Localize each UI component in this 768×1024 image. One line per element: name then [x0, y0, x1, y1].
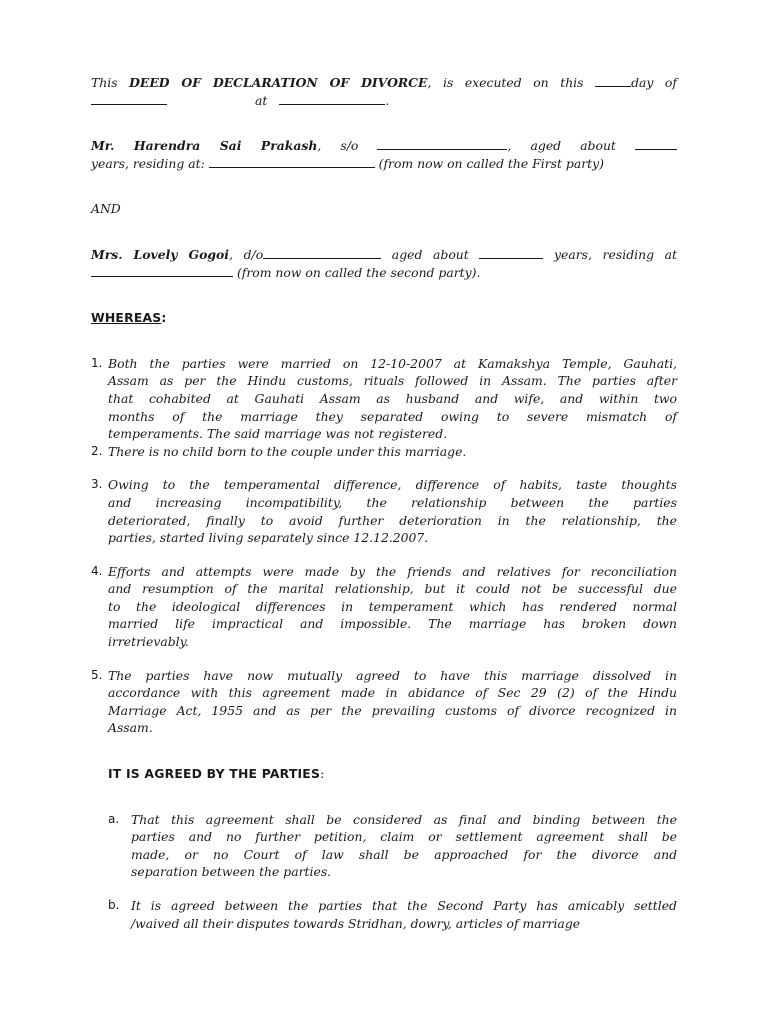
- agreed-heading: IT IS AGREED BY THE PARTIES: [108, 766, 321, 782]
- list-item-line: deteriorated, finally to avoid further deterioration in the relationship, the: [108, 512, 677, 528]
- list-item-line: parties and no further petition, claim or settlement agreement shall be: [131, 829, 677, 845]
- second-party-father-blank[interactable]: [263, 246, 381, 259]
- list-gap: [91, 651, 677, 667]
- first-party-age-blank[interactable]: [635, 137, 677, 150]
- list-item-line: that cohabited at Gauhati Assam as husband and wife, and within two: [108, 390, 677, 406]
- intro-paragraph: [91, 74, 677, 109]
- place-blank[interactable]: [279, 92, 385, 105]
- list-item-line: It is agreed between the parties that the Second Party has amicably settled: [131, 898, 677, 913]
- list-item-line: Both the parties were married on 12-10-2007 at Kamakshya Temple, Gauhati,: [108, 355, 677, 371]
- list-item: [91, 355, 677, 443]
- whereas-heading: WHEREAS: [91, 310, 162, 326]
- list-item: [91, 563, 677, 651]
- list-item-number: 2.: [91, 443, 103, 458]
- first-party-paragraph: [91, 137, 677, 172]
- list-item-line: months of the marriage they separated owing to severe mismatch of: [108, 408, 677, 424]
- list-item-line: Efforts and attempts were made by the friends and relatives for reconciliation: [108, 563, 677, 579]
- list-item-line: Owing to the temperamental difference, difference of habits, taste thoughts: [108, 477, 677, 493]
- list-item: [91, 811, 677, 881]
- list-gap: [91, 547, 677, 563]
- day-blank[interactable]: [595, 74, 631, 87]
- first-party-text: , aged about: [507, 138, 635, 154]
- list-item: [91, 476, 677, 546]
- intro-period: .: [385, 92, 390, 108]
- whereas-colon: :: [161, 310, 167, 326]
- list-item-number: 4.: [91, 563, 103, 578]
- list-item-number: 3.: [91, 477, 103, 492]
- list-item-number: 1.: [91, 355, 103, 370]
- intro-text: This: [91, 75, 130, 90]
- list-item-line: /waived all their disputes towards Stridhan, dowry, articles of marriage: [131, 915, 581, 931]
- and-separator: AND: [91, 201, 121, 217]
- second-party-age-blank[interactable]: [479, 246, 543, 259]
- list-item-line: accordance with this agreement made in abidance of Sec 29 (2) of the Hindu: [108, 685, 677, 701]
- first-party-name: Mr. Harendra Sai Prakash: [91, 138, 318, 154]
- second-party-text: aged about: [381, 246, 480, 262]
- list-item-line: temperaments. The said marriage was not registered.: [108, 426, 448, 442]
- list-item: [91, 667, 677, 737]
- month-blank[interactable]: [91, 92, 167, 105]
- whereas-list: [91, 355, 677, 737]
- list-item-line: and increasing incompatibility, the relationship between the parties: [108, 494, 677, 510]
- list-item-line: The parties have now mutually agreed to have this marriage dissolved in: [108, 667, 677, 683]
- list-item-line: to the ideological differences in temperament which has rendered normal: [108, 598, 677, 614]
- list-item-line: irretrievably.: [108, 634, 189, 650]
- list-item: [91, 443, 677, 461]
- list-item-line: There is no child born to the couple under this marriage.: [108, 443, 467, 459]
- first-party-text: years, residing at:: [91, 155, 209, 171]
- second-party-text: years, residing at: [543, 246, 678, 262]
- list-item-number: 5.: [91, 667, 103, 682]
- agreed-list: [91, 811, 677, 933]
- second-party-name: Mrs. Lovely Gogoi: [91, 246, 230, 262]
- list-item-number: a.: [108, 811, 120, 826]
- list-item-number: b.: [108, 898, 120, 912]
- first-party-text: , s/o: [317, 138, 378, 154]
- list-item-line: and resumption of the marital relationship, but it could not be successful due: [108, 581, 677, 597]
- second-party-text: (from now on called the second party).: [233, 264, 481, 280]
- first-party-text: (from now on called the First party): [374, 155, 604, 171]
- list-item-line: made, or no Court of law shall be approached for the divorce and: [131, 846, 677, 862]
- list-item-line: separation between the parties.: [131, 864, 332, 880]
- list-gap: [91, 881, 677, 897]
- list-gap: [91, 460, 677, 476]
- list-item-line: married life impractical and impossible. The marriage has broken down: [108, 616, 677, 632]
- list-item-line: Marriage Act, 1955 and as per the prevailing customs of divorce recognized in: [108, 702, 677, 718]
- list-item-line: That this agreement shall be considered as final and binding between the: [131, 811, 677, 827]
- second-party-text: , d/o: [229, 246, 264, 262]
- list-item: [91, 897, 677, 932]
- deed-title: DEED OF DECLARATION OF DIVORCE: [129, 75, 428, 90]
- intro-text: day of: [631, 75, 677, 90]
- first-party-address-blank[interactable]: [209, 155, 375, 168]
- intro-at-label: at: [255, 92, 268, 108]
- intro-text: , is executed on this: [427, 75, 596, 90]
- agreed-colon: :: [320, 766, 325, 782]
- first-party-father-blank[interactable]: [377, 137, 507, 150]
- second-party-address-blank[interactable]: [91, 264, 233, 277]
- list-item-line: Assam.: [108, 720, 153, 736]
- list-item-line: parties, started living separately since 12.12.2007.: [108, 530, 429, 546]
- list-item-line: Assam as per the Hindu customs, rituals followed in Assam. The parties after: [108, 373, 677, 389]
- second-party-paragraph: [91, 246, 677, 281]
